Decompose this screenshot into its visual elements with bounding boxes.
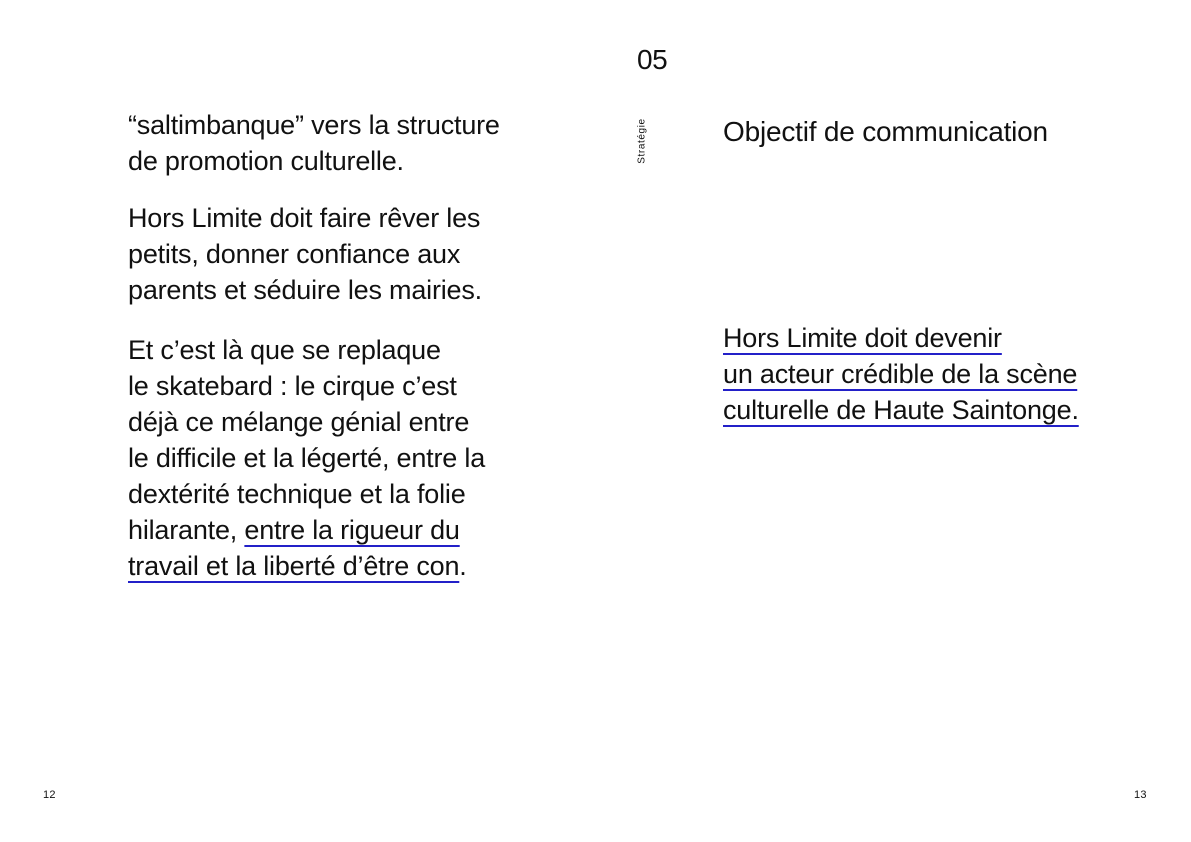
text-line: déjà ce mélange génial entre	[128, 407, 470, 437]
underlined-highlight: travail et la liberté d’être con	[128, 551, 460, 581]
text-line: le difficile et la légerté, entre la	[128, 443, 486, 473]
underlined-highlight: culturelle de Haute Saintonge.	[723, 395, 1079, 425]
text-line: de promotion culturelle.	[128, 146, 404, 176]
underlined-highlight: un acteur crédible de la scène	[723, 359, 1078, 389]
left-paragraph-1	[128, 107, 500, 179]
text-line: le skatebard : le cirque c’est	[128, 371, 457, 401]
page-number-left: 12	[43, 789, 56, 801]
text-line: Et c’est là que se replaque	[128, 335, 441, 365]
page-number-right: 13	[1134, 789, 1147, 801]
text-line: Hors Limite doit faire rêver les	[128, 203, 481, 233]
text-line: petits, donner confiance aux	[128, 239, 461, 269]
text-line	[723, 356, 1079, 392]
right-heading: Objectif de communication	[723, 116, 1048, 147]
left-paragraph-2	[128, 200, 482, 308]
underlined-highlight: entre la rigueur du	[244, 515, 460, 545]
right-statement	[723, 320, 1079, 428]
text-line: “saltimbanque” vers la structure	[128, 110, 500, 140]
section-number: 05	[637, 44, 668, 75]
text-line	[128, 512, 485, 548]
section-label: Stratégie	[636, 118, 648, 164]
text-line: dextérité technique et la folie	[128, 479, 466, 509]
text-line	[723, 320, 1079, 356]
text-segment: hilarante,	[128, 515, 245, 545]
text-line	[723, 392, 1079, 428]
text-line: parents et séduire les mairies.	[128, 275, 482, 305]
text-segment: .	[459, 551, 467, 581]
left-paragraph-3	[128, 332, 485, 584]
text-line	[128, 548, 485, 584]
underlined-highlight: Hors Limite doit devenir	[723, 323, 1002, 353]
